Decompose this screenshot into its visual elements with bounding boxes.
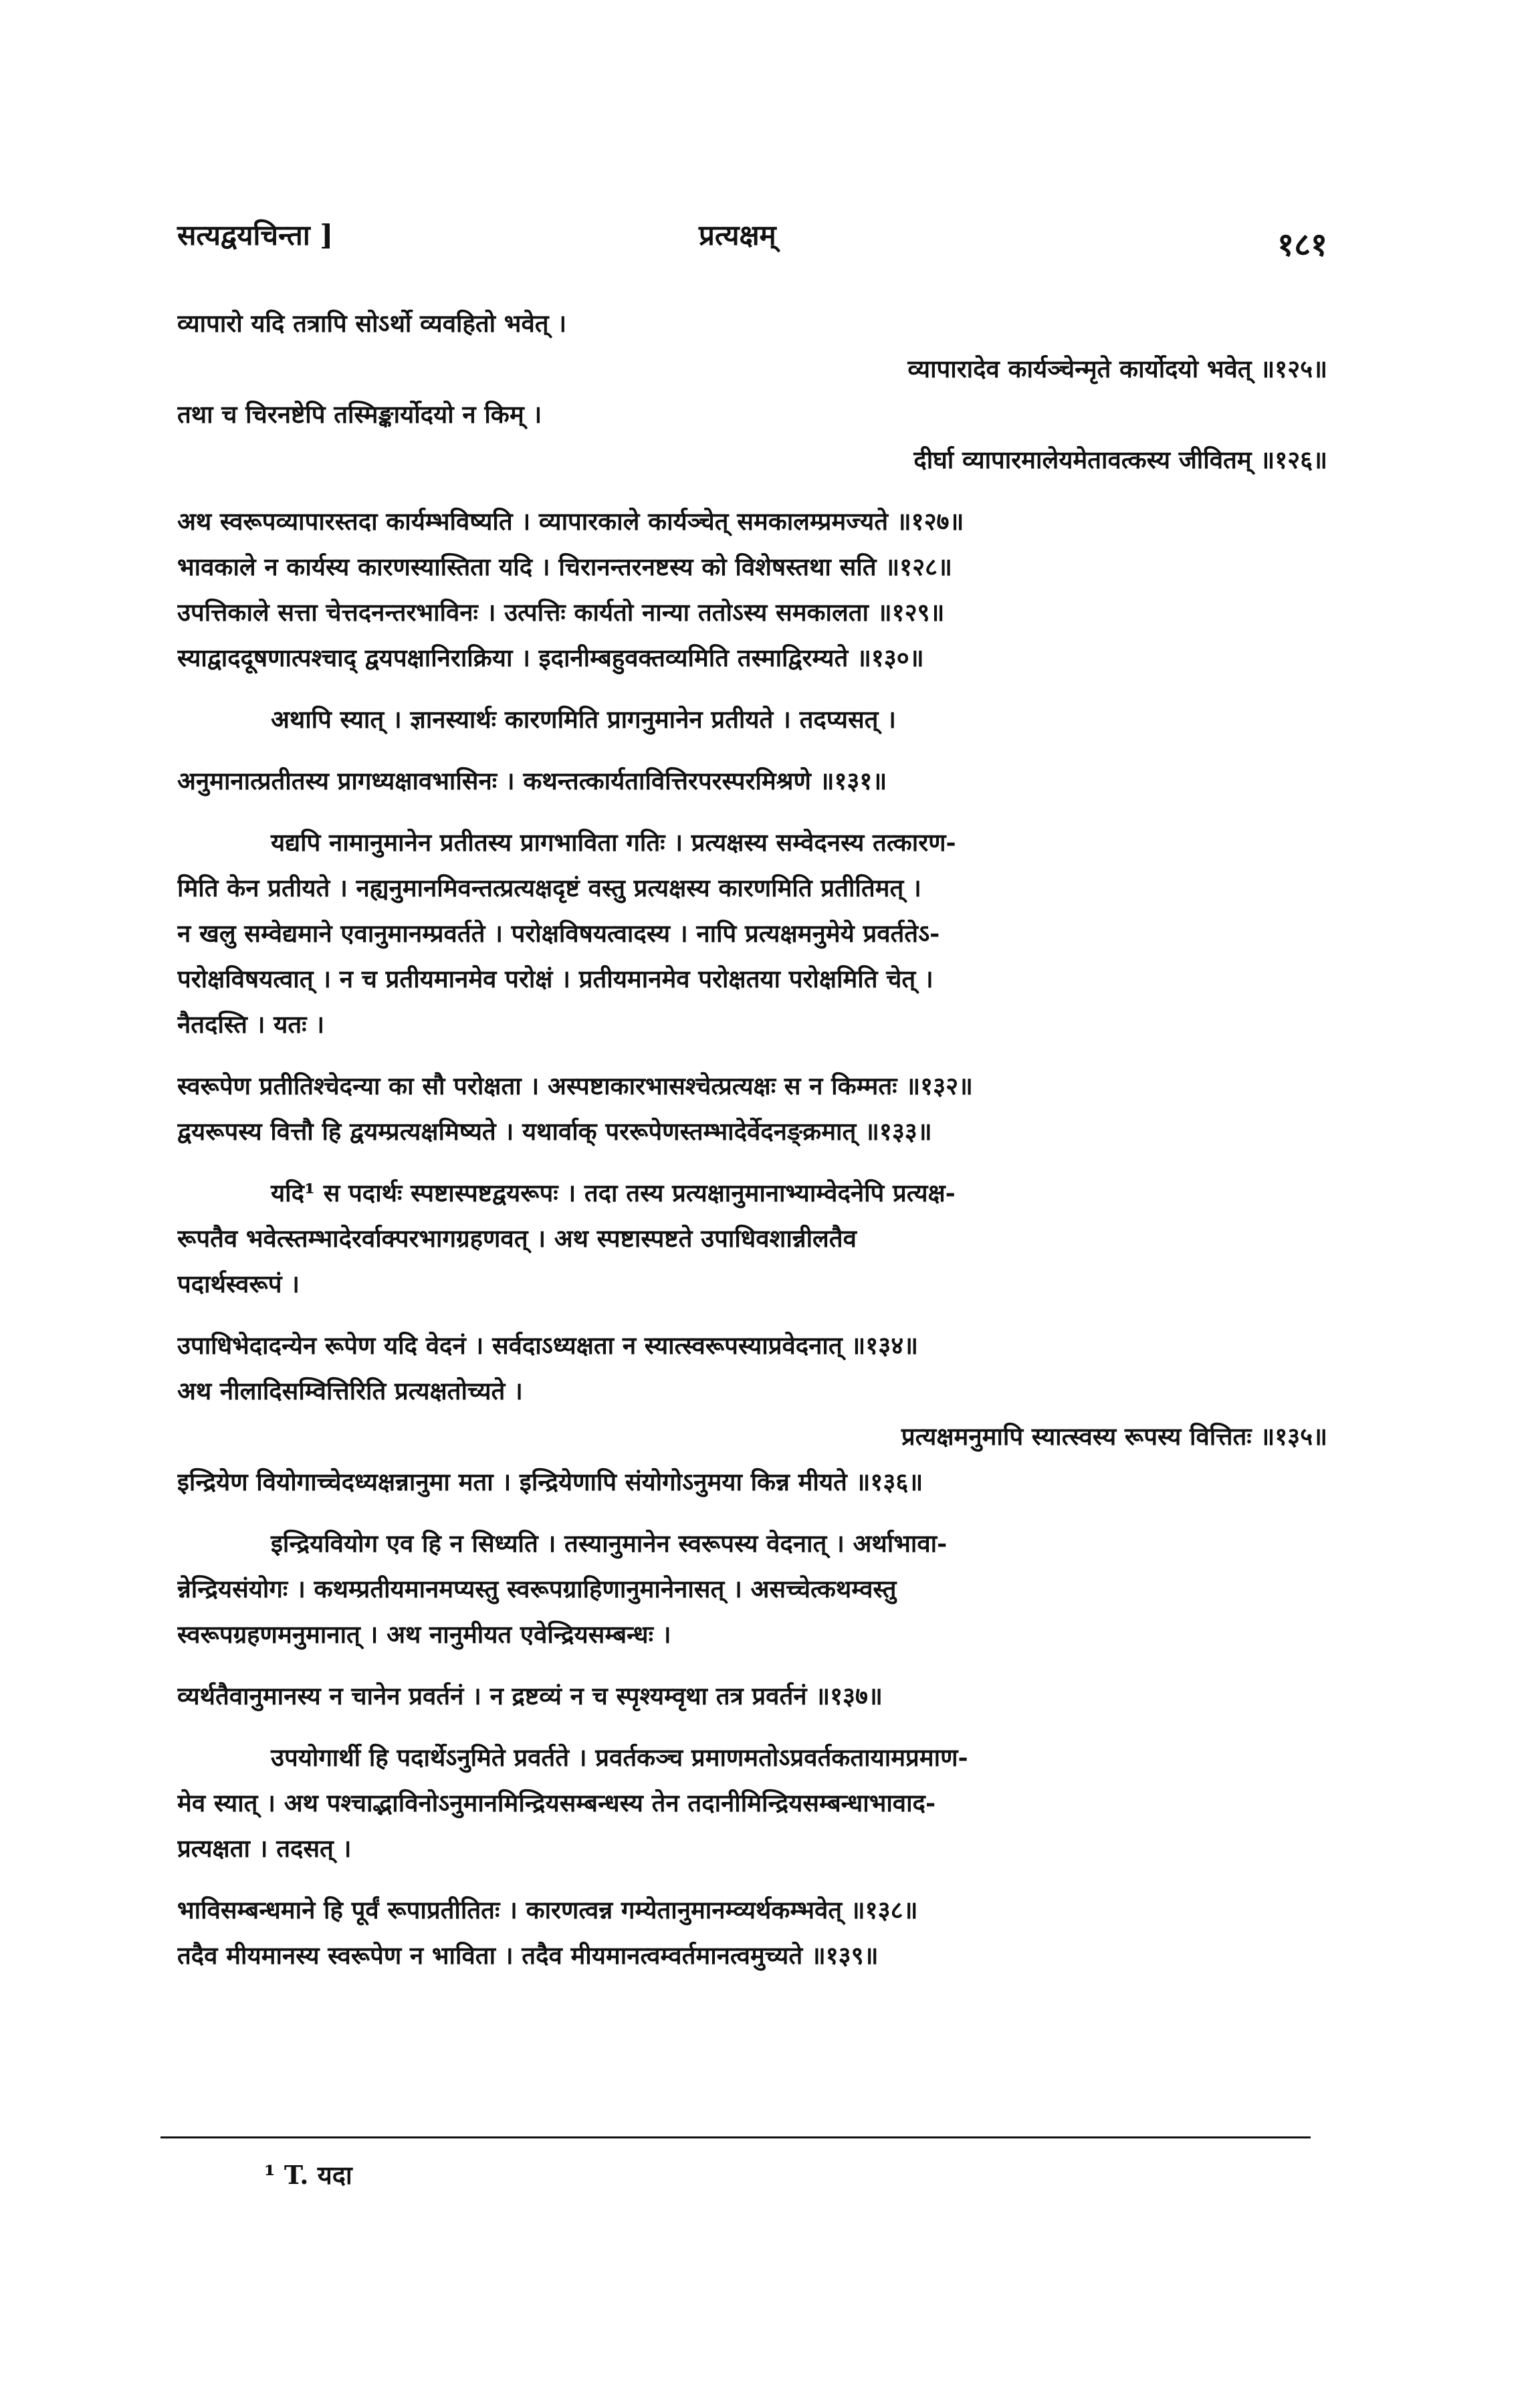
- line-gap: [177, 1047, 1327, 1064]
- page-body: [177, 301, 1327, 1979]
- text-line: रूपतैव भवेत्स्तम्भादेरर्वाक्परभागग्रहणवत् । अथ स्पष्टास्पष्टते उपाधिवशान्नीलतैव: [177, 1224, 857, 1253]
- text-line: न्नेन्द्रियसंयोगः । कथम्प्रतीयमानमप्यस्तु स्वरूपग्राहिणानुमानेनासत् । असच्चेत्कथम्वस्तु: [177, 1575, 897, 1603]
- text-line: व्यर्थतैवानुमानस्य न चानेन प्रवर्तनं । न द्रष्टव्यं न च स्पृश्यम्वृथा तत्र प्रवर्तनं ॥१३७॥: [177, 1682, 883, 1710]
- text-line: तथा च चिरनष्टेपि तस्मिङ्कार्योदयो न किम् ।: [177, 400, 542, 429]
- text-line: स्याद्वाददूषणात्पश्चाद् द्वयपक्षानिराक्रिया । इदानीम्बहुवक्तव्यमिति तस्माद्विरम्यते ॥१३०॥: [177, 643, 924, 672]
- text-line: स्वरूपग्रहणमनुमानात् । अथ नानुमीयत एवेन्द्रियसम्बन्धः ।: [177, 1620, 671, 1649]
- line-gap: [177, 1505, 1327, 1521]
- text-line: प्रत्यक्षमनुमापि स्यात्स्वस्य रूपस्य वित्तितः ॥१३५॥: [901, 1422, 1327, 1451]
- line-gap: [177, 681, 1327, 697]
- text-line: उपयोगार्थी हि पदार्थेऽनुमिते प्रवर्तते । प्रवर्तकञ्च प्रमाणमतोऽप्रवर्तकतायामप्रमाण-: [271, 1743, 968, 1772]
- text-line: तदैव मीयमानस्य स्वरूपेण न भाविता । तदैव मीयमानत्वम्वर्तमानत्वमुच्यते ॥१३९॥: [177, 1941, 879, 1970]
- chapter-title: सत्यद्वयचिन्ता ]: [177, 219, 334, 252]
- text-line: प्रत्यक्षता । तदसत् ।: [177, 1834, 352, 1863]
- line-gap: [177, 1872, 1327, 1888]
- text-line: अथ स्वरूपव्यापारस्तदा कार्यम्भविष्यति । व्यापारकाले कार्यञ्चेत् समकालम्प्रमज्यते ॥१२७॥: [177, 507, 964, 536]
- section-title: प्रत्यक्षम्: [699, 219, 776, 252]
- text-line: अथ नीलादिसम्वित्तिरिति प्रत्यक्षतोच्यते ।: [177, 1377, 523, 1405]
- text-line: अनुमानात्प्रतीतस्य प्रागध्यक्षावभासिनः । कथन्तत्कार्यतावित्तिरपरस्परमिश्रणे ॥१३१॥: [177, 767, 887, 795]
- text-line: इन्द्रियवियोग एव हि न सिध्यति । तस्यानुमानेन स्वरूपस्य वेदनात् । अर्थाभावा-: [271, 1529, 948, 1558]
- text-line: परोक्षविषयत्वात् । न च प्रतीयमानमेव परोक्षं । प्रतीयमानमेव परोक्षतया परोक्षमिति चेत् ।: [177, 965, 933, 993]
- line-gap: [177, 1307, 1327, 1323]
- text-line: न खलु सम्वेद्यमाने एवानुमानम्प्रवर्तते । परोक्षविषयत्वादस्य । नापि प्रत्यक्षमनुमेये प्रवर्ततेऽ-: [177, 919, 940, 948]
- line-gap: [177, 804, 1327, 820]
- line-gap: [177, 1658, 1327, 1674]
- line-gap: [177, 1155, 1327, 1171]
- text-line: अथापि स्यात् । ज्ञानस्यार्थः कारणमिति प्रागनुमानेन प्रतीयते । तदप्यसत् ।: [271, 705, 896, 734]
- page-number: १८१: [1277, 226, 1327, 264]
- text-line: भावकाले न कार्यस्य कारणस्यास्तिता यदि । चिरानन्तरनष्टस्य को विशेषस्तथा सति ॥१२८॥: [177, 553, 952, 581]
- line-gap: [177, 742, 1327, 759]
- text-line: यदि¹ स पदार्थः स्पष्टास्पष्टद्वयरूपः । तदा तस्य प्रत्यक्षानुमानाभ्याम्वेदनेपि प्रत्यक्ष-: [271, 1179, 956, 1207]
- footnote-divider: [160, 2136, 1311, 2138]
- text-line: मिति केन प्रतीयते । नह्यनुमानमिवन्तत्प्रत्यक्षदृष्टं वस्तु प्रत्यक्षस्य कारणमिति प्रतीतिमत् ।: [177, 874, 921, 902]
- running-header: [177, 215, 1327, 262]
- text-line: इन्द्रियेण वियोगाच्चेदध्यक्षन्नानुमा मता । इन्द्रियेणापि संयोगोऽनुमया किन्न मीयते ॥१३६॥: [177, 1468, 923, 1496]
- text-line: भाविसम्बन्धमाने हि पूर्वं रूपाप्रतीतितः । कारणत्वन्न गम्येतानुमानम्व्यर्थकम्भवेत् ॥१३८॥: [177, 1896, 918, 1924]
- text-line: व्यापारादेव कार्यञ्चेन्मृते कार्योदयो भवेत् ॥१२५॥: [907, 355, 1327, 383]
- text-line: उपत्तिकाले सत्ता चेत्तदनन्तरभाविनः । उत्पत्तिः कार्यतो नान्या ततोऽस्य समकालता ॥१२९॥: [177, 598, 945, 627]
- text-line: दीर्घा व्यापारमालेयमेतावत्कस्य जीवितम् ॥१२६॥: [913, 445, 1327, 474]
- text-line: मेव स्यात् । अथ पश्चाद्भाविनोऽनुमानमिन्द्रियसम्बन्धस्य तेन तदानीमिन्द्रियसम्बन्धाभावाद-: [177, 1789, 936, 1817]
- text-line: पदार्थस्वरूपं ।: [177, 1270, 300, 1298]
- line-gap: [177, 483, 1327, 499]
- text-line: स्वरूपेण प्रतीतिश्चेदन्या का सौ परोक्षता । अस्पष्टाकारभासश्चेत्प्रत्यक्षः स न किम्मतः ॥१३२॥: [177, 1072, 973, 1100]
- text-line: यद्यपि नामानुमानेन प्रतीतस्य प्रागभाविता गतिः । प्रत्यक्षस्य सम्वेदनस्य तत्कारण-: [271, 828, 956, 857]
- text-line: द्वयरूपस्य वित्तौ हि द्वयम्प्रत्यक्षमिष्यते । यथार्वाक् पररूपेणस्तम्भादेर्वेदनङ्क्रमात् ॥१३३॥: [177, 1117, 932, 1146]
- text-line: व्यापारो यदि तत्रापि सोऽर्थो व्यवहितो भवेत् ।: [177, 309, 567, 338]
- footnote: ¹ T. यदा: [264, 2160, 352, 2190]
- text-line: उपाधिभेदादन्येन रूपेण यदि वेदनं । सर्वदाऽध्यक्षता न स्यात्स्वरूपस्याप्रवेदनात् ॥१३४॥: [177, 1331, 919, 1360]
- line-gap: [177, 1719, 1327, 1735]
- text-line: नैतदस्ति । यतः ।: [177, 1010, 325, 1039]
